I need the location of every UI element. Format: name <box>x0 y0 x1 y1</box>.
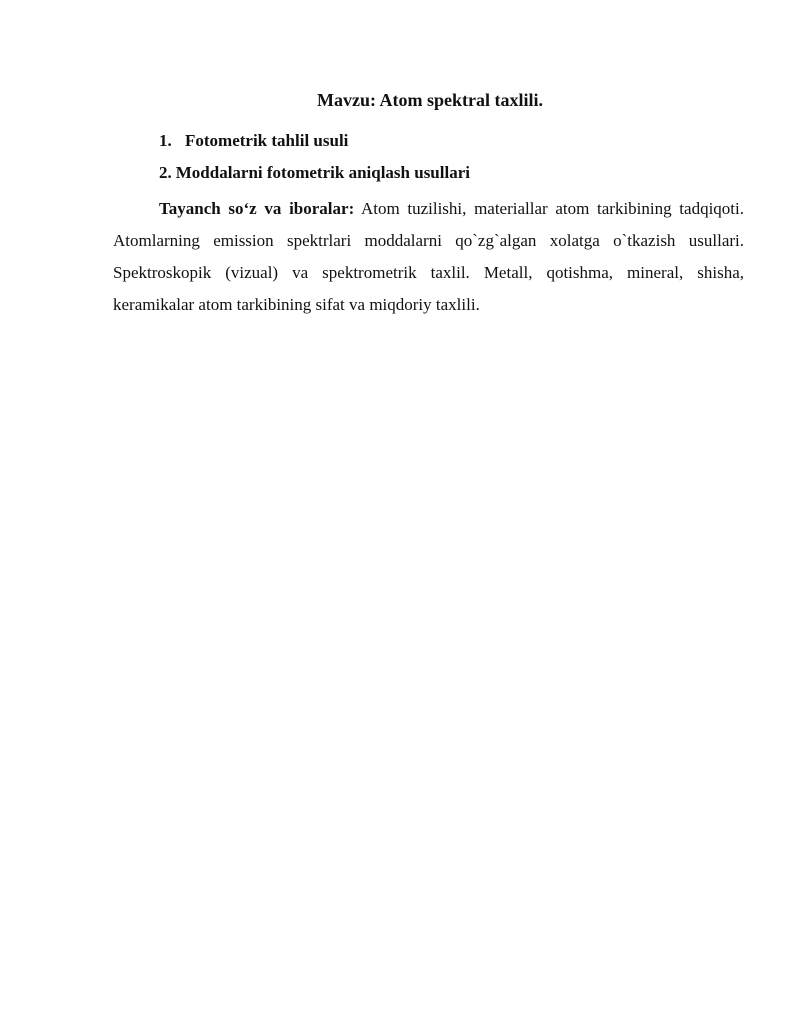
list-item-1-number: 1. <box>159 131 172 150</box>
keywords-text: Atom tuzilishi, materiallar atom tarkibining tadqiqoti. Atomlarning emission spektrlari moddalarni qo`zg`algan xolatga o`tkazish usullari. Spektroskopik (vizual) va spektrometrik taxlil. Metall, qotishma, mineral, shisha, keramikalar atom tarkibining sifat va miqdoriy taxlili. <box>113 199 744 314</box>
list-item-2-number: 2. <box>159 163 172 182</box>
list-item-2 <box>159 161 470 185</box>
keywords-label: Tayanch so‘z va iboralar: <box>159 199 355 218</box>
keywords-paragraph <box>113 193 744 321</box>
list-item-2-text: Moddalarni fotometrik aniqlash usullari <box>175 163 470 182</box>
list-item-1-text: Fotometrik tahlil usuli <box>185 131 349 150</box>
document-title: Mavzu: Atom spektral taxlili. <box>317 90 543 110</box>
list-item-1 <box>159 129 348 153</box>
